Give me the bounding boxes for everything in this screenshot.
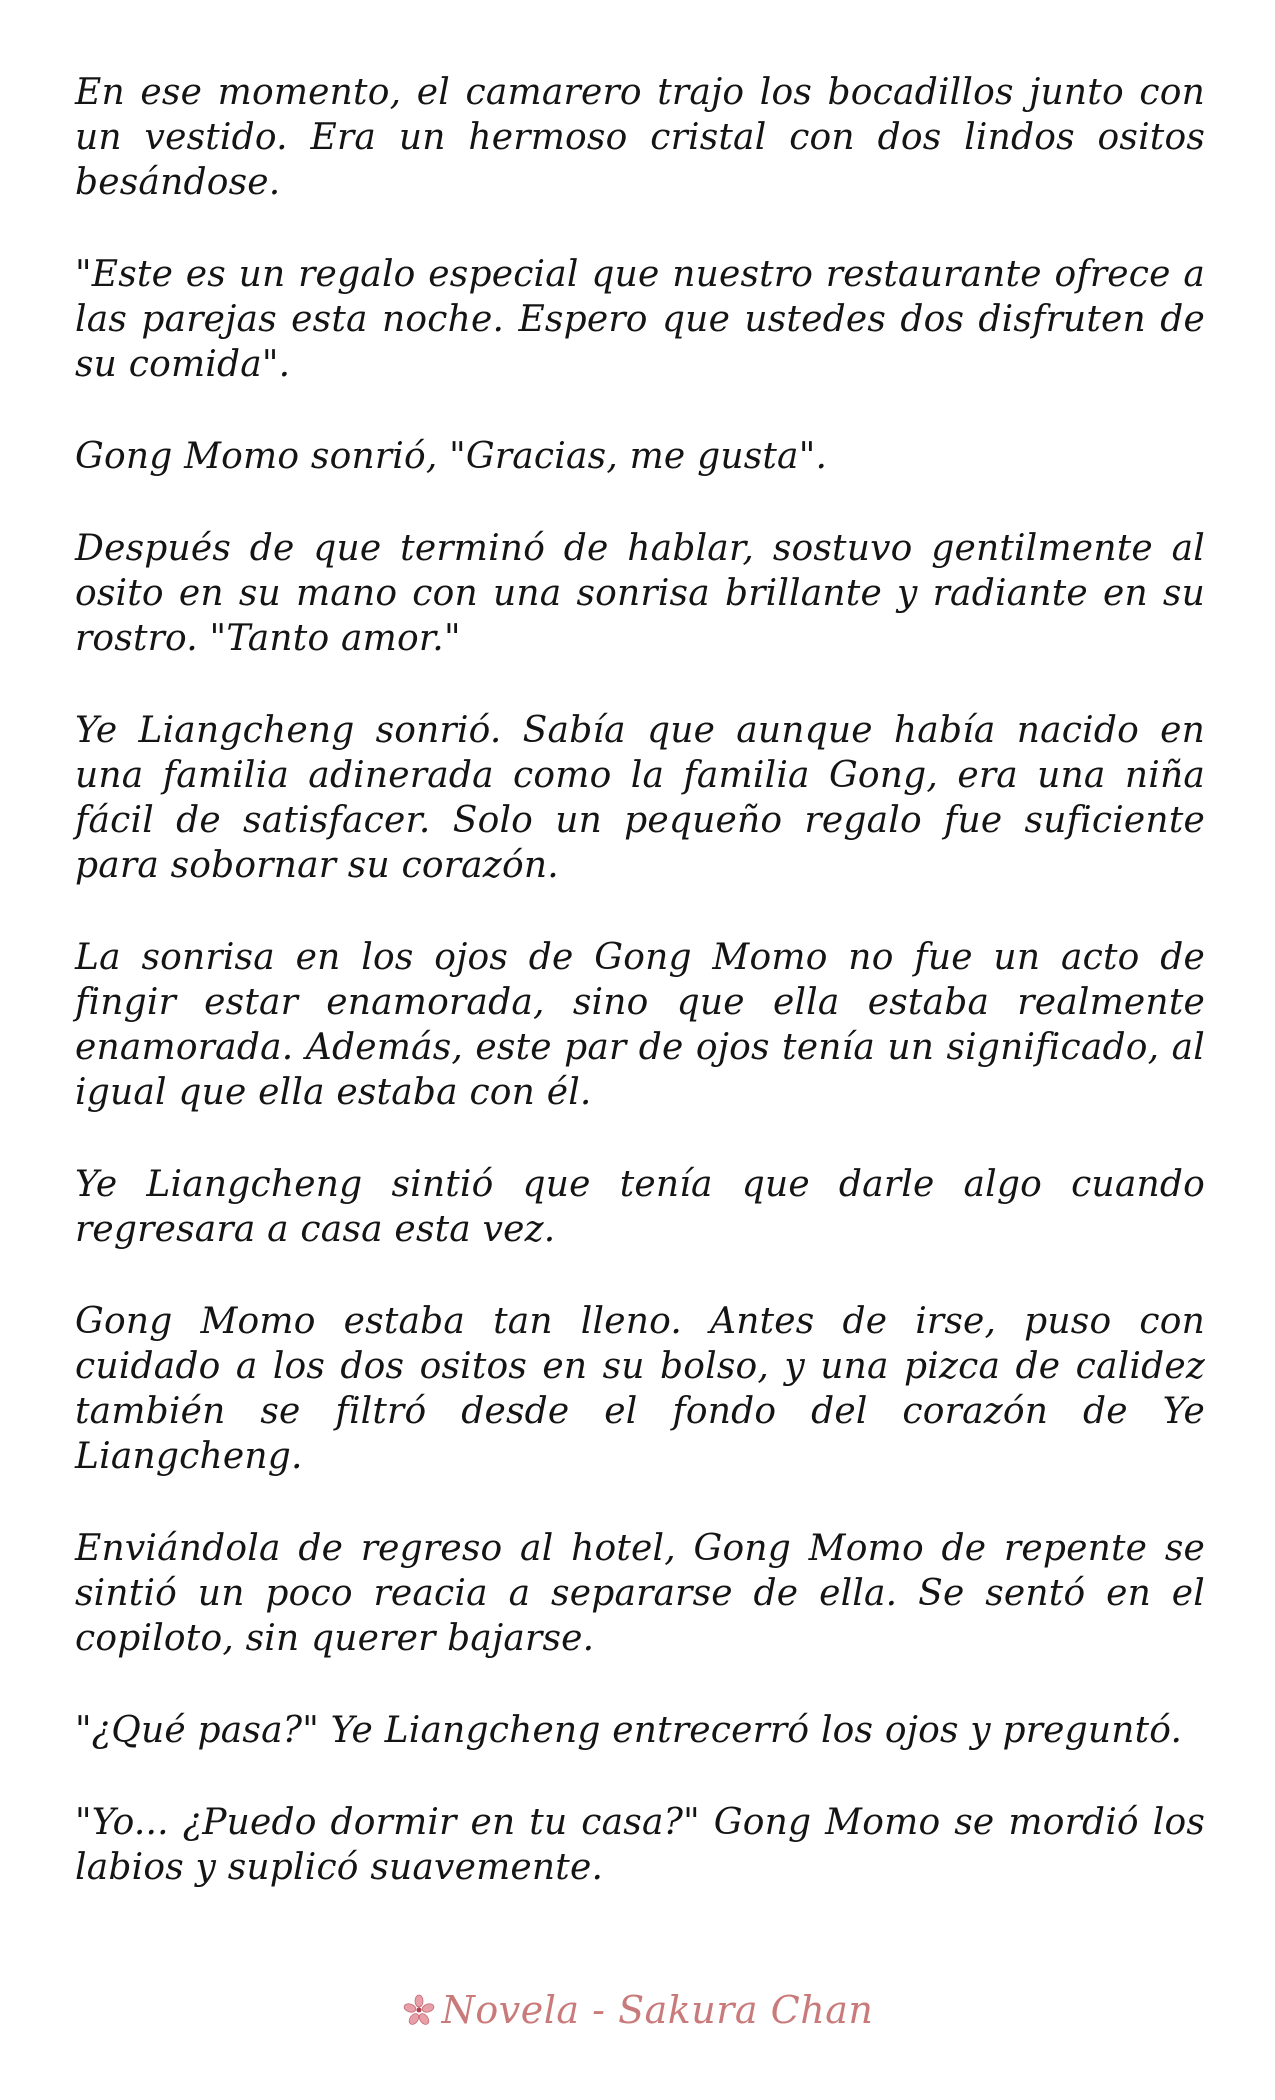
- paragraph-6: La sonrisa en los ojos de Gong Momo no fue un acto de fingir estar enamorada, sino que ella estaba realmente enamorada. Además, este par de ojos tenía un significado, al igual que ella estaba con él.: [75, 937, 1205, 1113]
- paragraph-7: Ye Liangcheng sintió que tenía que darle algo cuando regresara a casa esta vez.: [75, 1164, 1205, 1250]
- document-body: [75, 70, 1205, 1937]
- sakura-flower-icon: [402, 1992, 436, 2036]
- paragraph-9: Enviándola de regreso al hotel, Gong Momo de repente se sintió un poco reacia a separarse de ella. Se sentó en el copiloto, sin querer bajarse.: [75, 1528, 1205, 1659]
- paragraph-10: "¿Qué pasa?" Ye Liangcheng entrecerró los ojos y preguntó.: [75, 1710, 1183, 1751]
- paragraph-3: Gong Momo sonrió, "Gracias, me gusta".: [75, 436, 828, 477]
- footer-text: Novela - Sakura Chan: [441, 1988, 874, 2032]
- paragraph-4: Después de que terminó de hablar, sostuvo gentilmente al osito en su mano con una sonrisa brillante y radiante en su rostro. "Tanto amor.": [75, 528, 1205, 659]
- paragraph-2: "Este es un regalo especial que nuestro restaurante ofrece a las parejas esta noche. Espero que ustedes dos disfruten de su comida".: [75, 254, 1205, 385]
- paragraph-1: En ese momento, el camarero trajo los bocadillos junto con un vestido. Era un hermoso cristal con dos lindos ositos besándose.: [75, 72, 1205, 203]
- paragraph-5: Ye Liangcheng sonrió. Sabía que aunque había nacido en una familia adinerada como la familia Gong, era una niña fácil de satisfacer. Solo un pequeño regalo fue suficiente para sobornar su corazón.: [75, 710, 1205, 886]
- paragraph-8: Gong Momo estaba tan lleno. Antes de irse, puso con cuidado a los dos ositos en su bolso, y una pizca de calidez también se filtró desde el fondo del corazón de Ye Liangcheng.: [75, 1301, 1205, 1477]
- paragraph-11: "Yo... ¿Puedo dormir en tu casa?" Gong Momo se mordió los labios y suplicó suavemente.: [75, 1802, 1205, 1888]
- footer-watermark: [0, 1988, 1275, 2036]
